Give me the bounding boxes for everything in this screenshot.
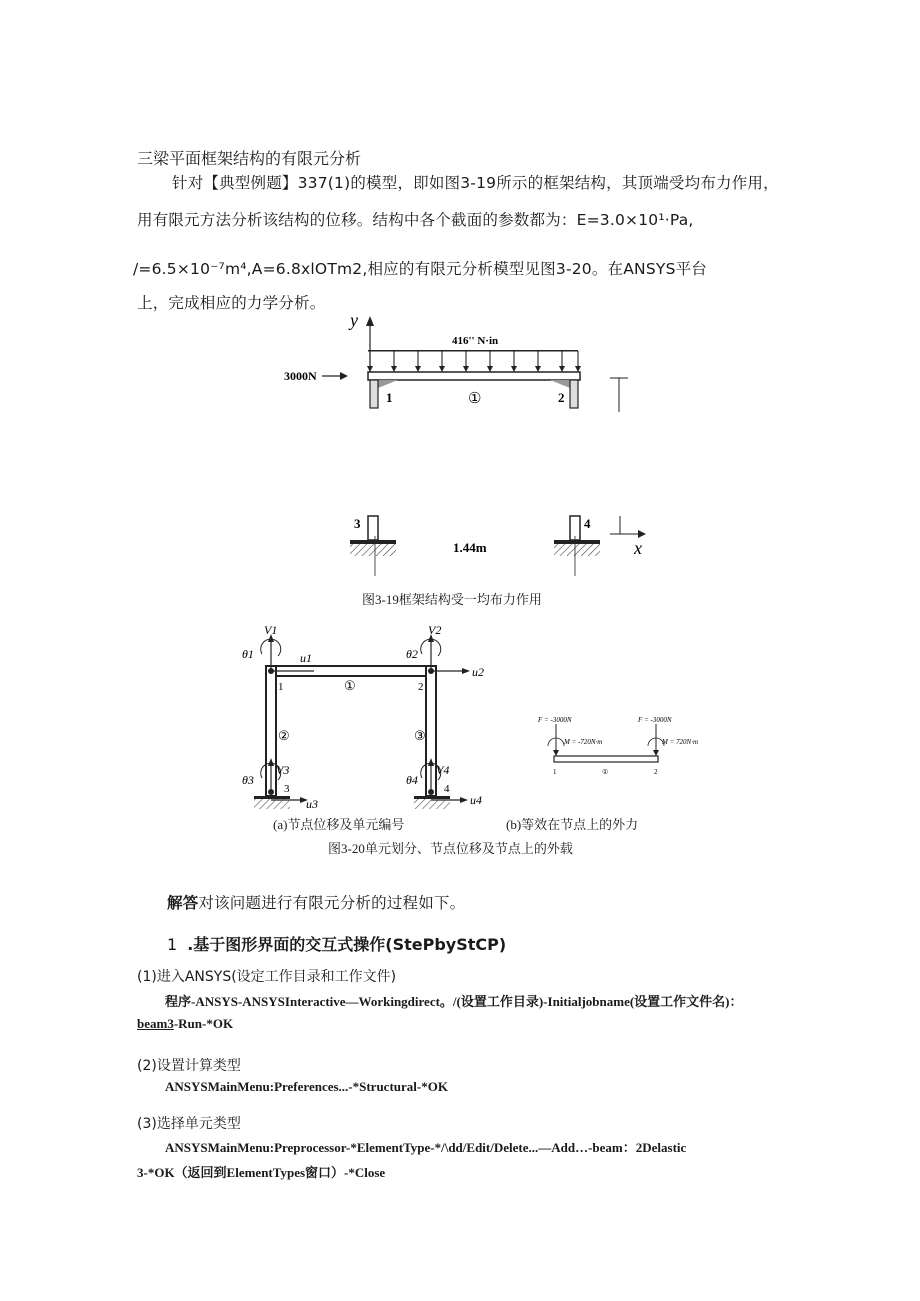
label-b-node2: 2 — [654, 768, 658, 776]
node-2-label: 2 — [558, 390, 565, 405]
step-2-line-1: ANSYSMainMenu:Preferences...-*Structural-*OK — [165, 1079, 448, 1094]
node-1-label: 1 — [386, 390, 393, 405]
load-label: 416'' N·in — [452, 335, 499, 347]
label-u3: u3 — [306, 797, 318, 811]
step-number: 1 — [167, 935, 178, 954]
intro-line-4: 上，完成相应的力学分析。 — [137, 294, 326, 312]
step-3-line-1: ANSYSMainMenu:Preprocessor-*ElementType-*/\dd/Edit/Delete...—Add…-beam：2Delastic — [165, 1140, 687, 1155]
step-1-jobname: beam3 — [137, 1016, 174, 1031]
label-node4: 4 — [444, 783, 450, 795]
answer-text: 对该问题进行有限元分析的过程如下。 — [198, 894, 466, 912]
span-label: 1.44m — [453, 540, 487, 555]
label-v1: V1 — [264, 623, 278, 637]
step-3-line-2: 3-*OK（返回到ElementTypes窗口）-*Close — [137, 1165, 386, 1180]
column-left — [368, 516, 378, 540]
figure-3-19-caption: 图3-19框架结构受一均布力作用 — [362, 592, 542, 607]
load-arrows — [370, 351, 578, 370]
step-1-line-2 — [137, 1016, 233, 1032]
step-1-line-2-rest: -Run-*OK — [173, 1016, 234, 1031]
intro-line-3: /=6.5×10⁻⁷m⁴,A=6.8xlOTm2,相应的有限元分析模型见图3-20。在ANSYS平台 — [133, 260, 708, 278]
intro-line-1: 针对【典型例题】337(1)的模型，即如图3-19所示的框架结构，其顶端受均布力作用， — [172, 174, 779, 192]
label-theta3: θ3 — [242, 773, 254, 787]
label-b-element: ① — [602, 768, 609, 776]
step-2-title: (2)设置计算类型 — [137, 1058, 241, 1074]
label-u1: u1 — [300, 651, 312, 665]
y-axis-label: y — [350, 310, 358, 330]
top-beam — [368, 372, 580, 380]
figure-3-20a-caption: (a)节点位移及单元编号 — [273, 817, 405, 832]
figure-3-20-caption: 图3-20单元划分、节点位移及节点上的外载 — [328, 841, 573, 856]
node-4-label: 4 — [584, 516, 591, 531]
figure-3-19-frame-diagram — [270, 308, 650, 580]
label-v3: V3 — [276, 763, 290, 777]
step-1-line-1: 程序-ANSYS-ANSYSInteractive—Workingdirect。/(设置工作目录)-Initialjobname(设置工作文件名)： — [165, 994, 743, 1009]
label-theta4: θ4 — [406, 773, 418, 787]
label-node1: 1 — [278, 681, 284, 693]
label-fy1: F = -3000N — [538, 716, 572, 724]
support-left — [350, 544, 396, 556]
support-right — [554, 544, 600, 556]
label-element2: ② — [278, 728, 290, 743]
figure-3-20b-caption: (b)等效在节点上的外力 — [506, 817, 639, 832]
label-v2: V2 — [428, 623, 442, 637]
label-node3: 3 — [284, 783, 290, 795]
node-3-label: 3 — [354, 516, 361, 531]
label-theta2: θ2 — [406, 647, 418, 661]
label-b-node1: 1 — [553, 768, 557, 776]
label-node2: 2 — [418, 681, 424, 693]
figure-3-20b-diagram — [526, 710, 726, 780]
label-m1: M = -720N·m — [564, 738, 603, 746]
label-element3: ③ — [414, 728, 426, 743]
label-m2: M = 720N·m — [662, 738, 699, 746]
step-heading — [167, 932, 506, 955]
label-v4: V4 — [436, 763, 450, 777]
label-element1: ① — [344, 678, 356, 693]
section-title: 三梁平面框架结构的有限元分析 — [137, 149, 362, 168]
intro-line-2: 用有限元方法分析该结构的位移。结构中各个截面的参数都为：E=3.0×10¹·Pa, — [137, 211, 694, 229]
label-u2: u2 — [472, 665, 484, 679]
force-arrow — [340, 372, 348, 380]
answer-label: 解答 — [167, 894, 199, 912]
element-1-label: ① — [468, 391, 482, 407]
y-axis-arrow — [366, 316, 374, 326]
x-axis-label: x — [634, 538, 642, 558]
label-fy2: F = -3000N — [638, 716, 672, 724]
step-1-title: (1)进入ANSYS(设定工作目录和工作文件) — [137, 969, 397, 985]
load-line — [368, 350, 578, 352]
answer-line — [167, 891, 465, 913]
figure-3-20a-diagram — [234, 622, 504, 812]
label-theta1: θ1 — [242, 647, 254, 661]
label-u4: u4 — [470, 793, 482, 807]
step-3-title: (3)选择单元类型 — [137, 1116, 241, 1132]
step-heading-text: .基于图形界面的交互式操作(StePbyStCP) — [187, 935, 507, 954]
force-label: 3000N — [284, 369, 317, 383]
